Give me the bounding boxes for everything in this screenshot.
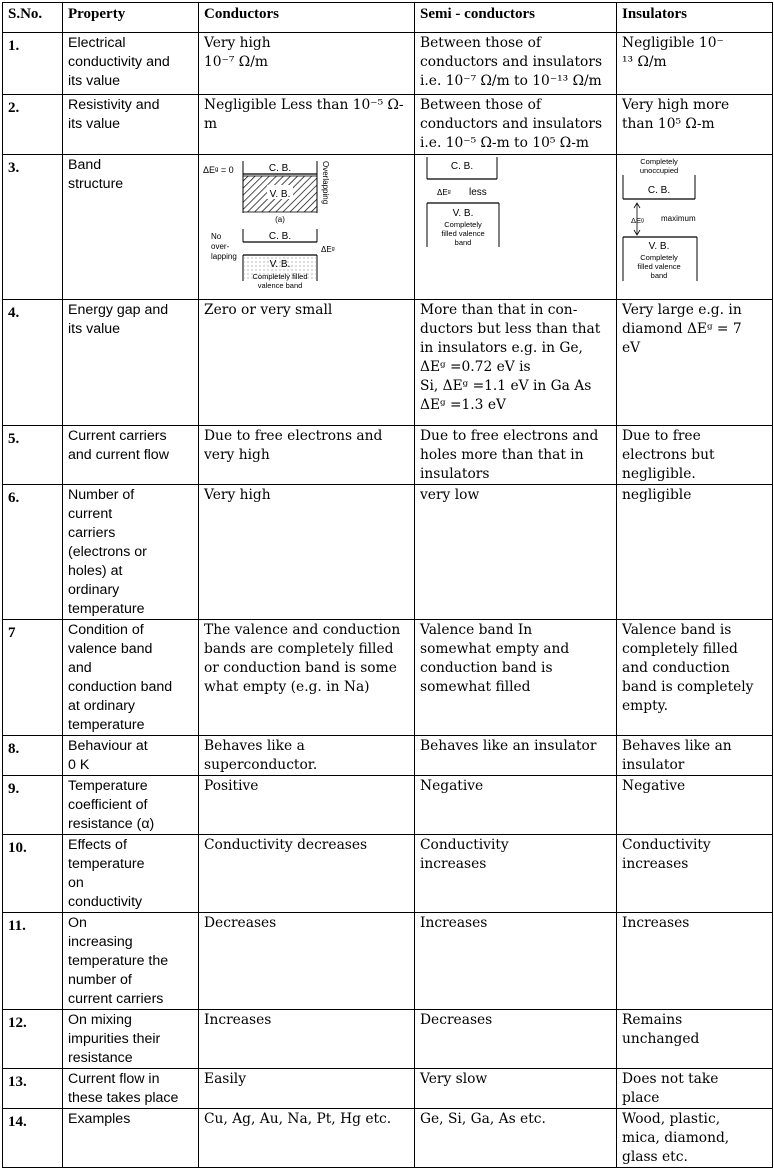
cell-line: Due to free electrons and [420, 428, 599, 444]
table-row [3, 1069, 773, 1109]
cell-line: ordinary [68, 582, 120, 598]
cell-line: Between those of [420, 97, 542, 113]
cell-line: Zero or very small [204, 302, 333, 318]
cell-line: its value [68, 116, 121, 132]
cell-line: Behaves like a [204, 738, 305, 754]
cell-line: diamond ΔEᵍ = 7 [622, 321, 742, 337]
cell-line: Current flow in [68, 1071, 160, 1087]
conductor-vb2-label: V. B. [269, 259, 291, 270]
property-cell [63, 485, 199, 620]
delta-eg-label: ΔEᵍ [321, 245, 335, 254]
cell-line: Electrical [68, 35, 126, 51]
insulators-cell [617, 95, 773, 155]
cell-line: increasing [68, 934, 133, 950]
cell-line: bands are completely filled [204, 641, 394, 657]
property-cell [63, 1109, 199, 1168]
no-overlap-line: lapping [211, 252, 237, 261]
insulator-band-diagram [621, 157, 767, 293]
property-cell [63, 913, 199, 1010]
semi-cell [415, 835, 617, 913]
conductors-cell [199, 620, 415, 736]
insulators-cell [617, 736, 773, 776]
semi-cb-label: C. B. [450, 161, 474, 172]
conductors-cell [199, 1069, 415, 1109]
header-property: Property [63, 3, 199, 33]
cell-line: Temperature [68, 778, 148, 794]
cell-line: 10⁻⁷ Ω/m [204, 54, 268, 70]
row-number: 11. [3, 913, 63, 1010]
cell-line: Valence band is [622, 622, 732, 638]
semi-filled-label: band [454, 238, 472, 247]
cell-line: The valence and conduction [204, 622, 401, 638]
row-number: 10. [3, 835, 63, 913]
cell-line: in insulators e.g. in Ge, [420, 340, 583, 356]
row-number: 2. [3, 95, 63, 155]
row-number: 13. [3, 1069, 63, 1109]
insulators-cell [617, 426, 773, 485]
header-sno: S.No. [3, 3, 63, 33]
cell-line: what empty (e.g. in Na) [204, 679, 370, 695]
conductors-cell [199, 300, 415, 426]
property-cell [63, 776, 199, 835]
cell-line: superconductor. [204, 757, 318, 773]
property-cell [63, 1010, 199, 1069]
semi-cell [415, 485, 617, 620]
cell-line: Between those of [420, 35, 542, 51]
cell-line: More than that in con- [420, 302, 578, 318]
cell-line: unchanged [622, 1031, 700, 1047]
cell-line: electrons but [622, 447, 715, 463]
property-cell [63, 426, 199, 485]
cell-line: place [622, 1090, 660, 1106]
insulators-cell [617, 1010, 773, 1069]
cell-line: ductors but less than that [420, 321, 601, 337]
comparison-table [2, 2, 773, 1168]
cell-line: temperature [68, 717, 145, 733]
row-number: 5. [3, 426, 63, 485]
cell-line: insulator [622, 757, 685, 773]
cell-line: Effects of [68, 837, 127, 853]
cell-line: and conduction [622, 660, 730, 676]
conductors-cell [199, 155, 415, 300]
row-number: 1. [3, 33, 63, 95]
semi-cell [415, 736, 617, 776]
cell-line: Increases [204, 1012, 272, 1028]
cell-line: and [68, 660, 92, 676]
cell-line: at ordinary [68, 698, 136, 714]
cell-line: Due to free [622, 428, 701, 444]
cell-line: conduction band is [420, 660, 553, 676]
cell-line: i.e. 10⁻⁵ Ω-m to 10⁵ Ω-m [420, 135, 589, 151]
row-number: 9. [3, 776, 63, 835]
cell-line: resistance (α) [68, 816, 155, 832]
cell-line: number of [68, 972, 132, 988]
cell-line: temperature the [68, 953, 169, 969]
semi-delta-eg-label: ΔEᵍ [437, 188, 451, 197]
cell-line: Valence band In [420, 622, 533, 638]
semi-cell [415, 1069, 617, 1109]
cell-line: (electrons or [68, 544, 147, 560]
insulators-cell [617, 300, 773, 426]
semi-cell [415, 776, 617, 835]
conductor-band-diagram [203, 157, 409, 293]
cell-line: ΔEᵍ =1.3 eV [420, 397, 506, 413]
cell-line: and current flow [68, 447, 169, 463]
cell-line: Negative [622, 778, 686, 794]
table-row [3, 155, 773, 300]
insulators-cell [617, 1109, 773, 1168]
cell-line: very high [204, 447, 270, 463]
cell-line: increases [420, 856, 487, 872]
cell-line: temperature [68, 601, 145, 617]
property-cell [63, 620, 199, 736]
conductors-cell [199, 485, 415, 620]
semi-filled-label: Completely [444, 220, 482, 229]
insulator-maximum-label: maximum [661, 214, 696, 223]
filled-label: Completely filled [252, 272, 308, 281]
cell-line: Negligible 10⁻ [622, 35, 724, 51]
conductors-cell [199, 913, 415, 1010]
cell-line: Very high [204, 487, 271, 503]
property-cell [63, 300, 199, 426]
cell-line: Due to free electrons and [204, 428, 383, 444]
label-a: (a) [275, 215, 285, 224]
cell-line: Very high more [622, 97, 730, 113]
insulators-cell [617, 776, 773, 835]
cell-line: Negligible Less than 10⁻⁵ Ω- [204, 97, 404, 113]
property-cell [63, 155, 199, 300]
insulators-cell [617, 620, 773, 736]
cell-line: Increases [420, 915, 488, 931]
cell-line: band is completely [622, 679, 754, 695]
cell-line: glass etc. [622, 1149, 688, 1165]
cell-line: or conduction band is some [204, 660, 397, 676]
row-number: 7 [3, 620, 63, 736]
conductors-cell [199, 1109, 415, 1168]
conductors-cell [199, 95, 415, 155]
cell-line: conductors and insulators [420, 116, 603, 132]
cell-line: Very large e.g. in [622, 302, 742, 318]
table-row [3, 1109, 773, 1168]
cell-line: Does not take [622, 1071, 719, 1087]
conductors-cell [199, 1010, 415, 1069]
semi-cell [415, 300, 617, 426]
cell-line: Energy gap and [68, 302, 169, 318]
cell-line: coefficient of [68, 797, 148, 813]
cell-line: Behaves like an [622, 738, 732, 754]
cell-line: than 10⁵ Ω-m [622, 116, 715, 132]
cell-line: Conductivity decreases [204, 837, 368, 853]
cell-line: ΔEᵍ =0.72 eV is [420, 359, 531, 375]
conductors-cell [199, 33, 415, 95]
header-row [3, 3, 773, 33]
cell-line: its value [68, 321, 121, 337]
cell-line: Decreases [204, 915, 277, 931]
cell-line: negligible [622, 487, 692, 503]
semi-cell [415, 1010, 617, 1069]
cell-line: Remains [622, 1012, 683, 1028]
property-cell [63, 33, 199, 95]
cell-line: Very slow [420, 1071, 488, 1087]
cell-line: Number of [68, 487, 135, 503]
cell-line: increases [622, 856, 689, 872]
property-cell [63, 95, 199, 155]
header-conductors: Conductors [199, 3, 415, 33]
insulator-filled-label: Completely [640, 253, 678, 262]
cell-line: Cu, Ag, Au, Na, Pt, Hg etc. [204, 1111, 392, 1127]
cell-line: Condition of [68, 622, 144, 638]
semi-cell [415, 913, 617, 1010]
cell-line: somewhat empty and [420, 641, 570, 657]
cell-line: resistance [68, 1050, 133, 1066]
filled-label: valence band [257, 281, 303, 290]
cell-line: structure [68, 176, 124, 192]
cell-line: completely filled [622, 641, 738, 657]
cell-line: Negative [420, 778, 484, 794]
cell-line: Current carriers [68, 428, 167, 444]
insulator-delta-eg-label: ΔEᵍ [631, 216, 644, 225]
cell-line: i.e. 10⁻⁷ Ω/m to 10⁻¹³ Ω/m [420, 73, 602, 89]
unoccupied-label: unoccupied [639, 166, 679, 175]
cell-line: empty. [622, 698, 668, 714]
cell-line: on [68, 875, 84, 891]
property-cell [63, 1069, 199, 1109]
cell-line: Very high [204, 35, 271, 51]
semi-vb-label: V. B. [452, 208, 474, 219]
cell-line: Si, ΔEᵍ =1.1 eV in Ga As [420, 378, 592, 394]
row-number: 3. [3, 155, 63, 300]
cell-line: eV [622, 340, 641, 356]
cell-line: temperature [68, 856, 145, 872]
header-semiconductors: Semi - conductors [415, 3, 617, 33]
insulator-vb-label: V. B. [648, 241, 670, 252]
cell-line: Decreases [420, 1012, 493, 1028]
cell-line: On [68, 915, 87, 931]
conductors-cell [199, 835, 415, 913]
cell-line: Resistivity and [68, 97, 160, 113]
cell-line: Behaviour at [68, 738, 148, 754]
no-overlap-line: No [211, 232, 222, 241]
table-row [3, 95, 773, 155]
cell-line: conductivity and [68, 54, 170, 70]
row-number: 8. [3, 736, 63, 776]
table-row [3, 913, 773, 1010]
row-number: 14. [3, 1109, 63, 1168]
conductors-cell [199, 426, 415, 485]
cell-line: carriers [68, 525, 116, 541]
cell-line: Conductivity [420, 837, 509, 853]
cell-line: negligible. [622, 466, 696, 482]
row-number: 4. [3, 300, 63, 426]
cell-line: conductors and insulators [420, 54, 603, 70]
cell-line: holes more than that in [420, 447, 584, 463]
insulator-filled-label: band [650, 271, 668, 280]
insulators-cell [617, 155, 773, 300]
table-row [3, 300, 773, 426]
cell-line: very low [420, 487, 480, 503]
cell-line: Increases [622, 915, 690, 931]
conductor-vb-label: V. B. [269, 189, 291, 200]
cell-line: 0 K [68, 757, 90, 773]
table-row [3, 485, 773, 620]
row-number: 12. [3, 1010, 63, 1069]
table-row [3, 1010, 773, 1069]
conductors-cell [199, 736, 415, 776]
table-row [3, 620, 773, 736]
cell-line: impurities their [68, 1031, 161, 1047]
conductor-cb2-label: C. B. [268, 231, 292, 242]
cell-line: somewhat filled [420, 679, 531, 695]
semi-less-label: less [469, 187, 487, 198]
cell-line: its value [68, 73, 121, 89]
header-insulators: Insulators [617, 3, 773, 33]
semi-cell [415, 33, 617, 95]
conductors-cell [199, 776, 415, 835]
conductor-cb-label: C. B. [268, 163, 292, 174]
cell-line: conductivity [68, 894, 143, 910]
cell-line: Easily [204, 1071, 246, 1087]
semi-cell [415, 426, 617, 485]
cell-line: Positive [204, 778, 259, 794]
property-cell [63, 835, 199, 913]
semi-cell [415, 1109, 617, 1168]
cell-line: these takes place [68, 1090, 179, 1106]
cell-line: Behaves like an insulator [420, 738, 597, 754]
cell-line: ¹³ Ω/m [622, 54, 667, 70]
semi-cell [415, 155, 617, 300]
row-number: 6. [3, 485, 63, 620]
cell-line: current [68, 506, 113, 522]
semi-filled-label: filled valence [441, 229, 485, 238]
cell-line: holes) at [68, 563, 123, 579]
cell-line: Conductivity [622, 837, 711, 853]
cell-line: insulators [420, 466, 490, 482]
table-row [3, 33, 773, 95]
cell-line: mica, diamond, [622, 1130, 730, 1146]
insulator-filled-label: filled valence [637, 262, 681, 271]
cell-line: m [204, 116, 218, 132]
semi-cell [415, 95, 617, 155]
cell-line: valence band [68, 641, 153, 657]
cell-line: Wood, plastic, [622, 1111, 721, 1127]
insulator-cb-label: C. B. [647, 185, 671, 196]
table-row [3, 736, 773, 776]
cell-line: conduction band [68, 679, 173, 695]
insulators-cell [617, 1069, 773, 1109]
cell-line: Band [68, 157, 102, 173]
cell-line: On mixing [68, 1012, 132, 1028]
semiconductor-band-diagram [419, 157, 611, 293]
unoccupied-label: Completely [640, 157, 678, 166]
cell-line: current carriers [68, 991, 164, 1007]
semi-cell [415, 620, 617, 736]
insulators-cell [617, 485, 773, 620]
table-row [3, 835, 773, 913]
insulators-cell [617, 913, 773, 1010]
cell-line: Ge, Si, Ga, As etc. [420, 1111, 546, 1127]
property-cell [63, 736, 199, 776]
table-row [3, 426, 773, 485]
table-row [3, 776, 773, 835]
insulators-cell [617, 835, 773, 913]
delta-eg-zero-label: ΔEᵍ = 0 [203, 165, 234, 175]
insulators-cell [617, 33, 773, 95]
no-overlap-line: over- [211, 242, 230, 251]
cell-line: Examples [68, 1111, 131, 1127]
overlapping-label: Overlapping [321, 161, 330, 205]
